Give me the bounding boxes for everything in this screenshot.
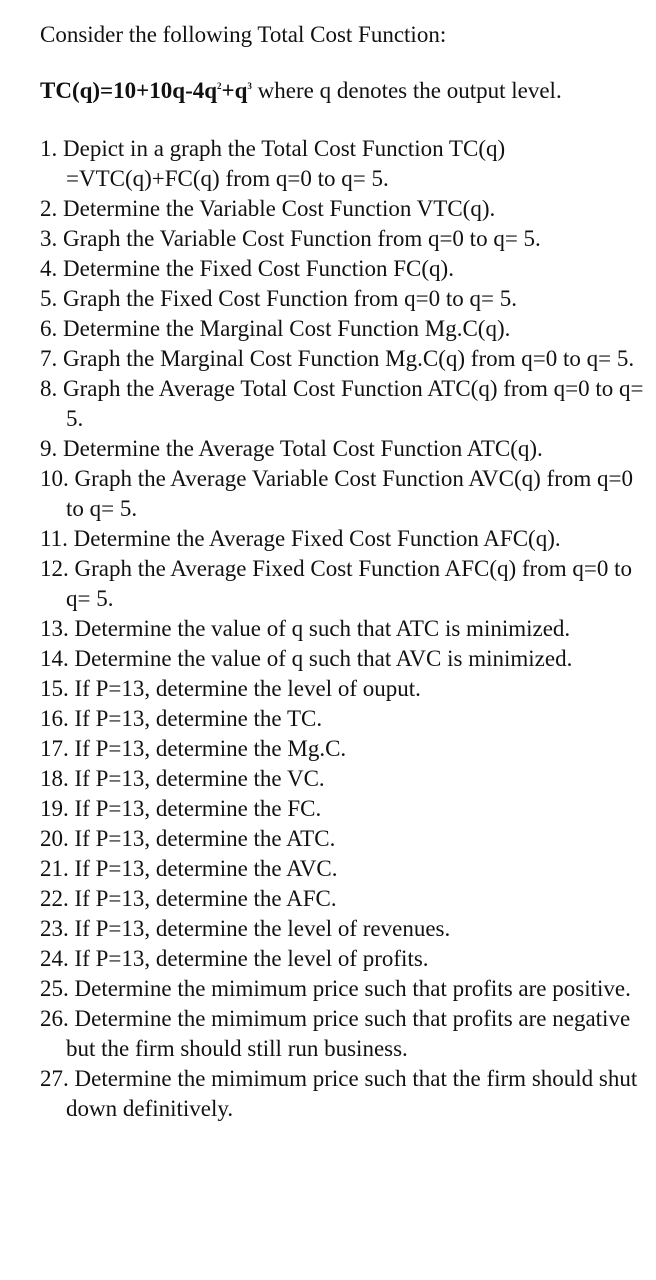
question-item: 27. Determine the mimimum price such that the firm should shut down definitively.: [40, 1066, 638, 1121]
intro-text: Consider the following Total Cost Function:: [40, 22, 447, 47]
question-item: 9. Determine the Average Total Cost Function ATC(q).: [40, 436, 543, 461]
question-item: 17. If P=13, determine the Mg.C.: [40, 736, 347, 761]
document-page: [40, 20, 650, 1124]
question-item: 5. Graph the Fixed Cost Function from q=0 to q= 5.: [40, 286, 517, 311]
question-item: 23. If P=13, determine the level of revenues.: [40, 916, 451, 941]
question-item: 24. If P=13, determine the level of profits.: [40, 946, 429, 971]
question-item: 13. Determine the value of q such that ATC is minimized.: [40, 616, 571, 641]
question-item: 8. Graph the Average Total Cost Function ATC(q) from q=0 to q= 5.: [40, 376, 644, 431]
formula-exponent-2: 2: [217, 81, 222, 91]
question-item: 15. If P=13, determine the level of ouput.: [40, 676, 421, 701]
question-item: 18. If P=13, determine the VC.: [40, 766, 325, 791]
question-item: 2. Determine the Variable Cost Function VTC(q).: [40, 196, 496, 221]
question-item: 10. Graph the Average Variable Cost Function AVC(q) from q=0 to q= 5.: [40, 466, 633, 521]
question-item: 6. Determine the Marginal Cost Function Mg.C(q).: [40, 316, 511, 341]
formula-exponent-3: 3: [247, 81, 252, 91]
question-item: 12. Graph the Average Fixed Cost Function AFC(q) from q=0 to q= 5.: [40, 556, 632, 611]
cost-function-formula: [40, 76, 650, 106]
formula-function: [40, 78, 252, 103]
question-item: 16. If P=13, determine the TC.: [40, 706, 323, 731]
question-item: 3. Graph the Variable Cost Function from q=0 to q= 5.: [40, 226, 541, 251]
question-item: 25. Determine the mimimum price such that profits are positive.: [40, 976, 631, 1001]
question-item: 21. If P=13, determine the AVC.: [40, 856, 338, 881]
question-item: 4. Determine the Fixed Cost Function FC(q).: [40, 256, 454, 281]
question-list: [40, 134, 650, 1124]
formula-plus-cube: +q: [221, 78, 248, 103]
formula-description: where q denotes the output level.: [251, 78, 562, 103]
question-item: 19. If P=13, determine the FC.: [40, 796, 322, 821]
question-item: 26. Determine the mimimum price such that profits are negative but the firm should still run business.: [40, 1006, 631, 1061]
question-item: 14. Determine the value of q such that AVC is minimized.: [40, 646, 573, 671]
question-item: 22. If P=13, determine the AFC.: [40, 886, 337, 911]
question-item: 20. If P=13, determine the ATC.: [40, 826, 336, 851]
question-item: 11. Determine the Average Fixed Cost Function AFC(q).: [40, 526, 561, 551]
question-item: 1. Depict in a graph the Total Cost Function TC(q) =VTC(q)+FC(q) from q=0 to q= 5.: [40, 136, 506, 191]
question-item: 7. Graph the Marginal Cost Function Mg.C(q) from q=0 to q= 5.: [40, 346, 635, 371]
formula-function-main: TC(q)=10+10q-4q: [40, 78, 218, 103]
